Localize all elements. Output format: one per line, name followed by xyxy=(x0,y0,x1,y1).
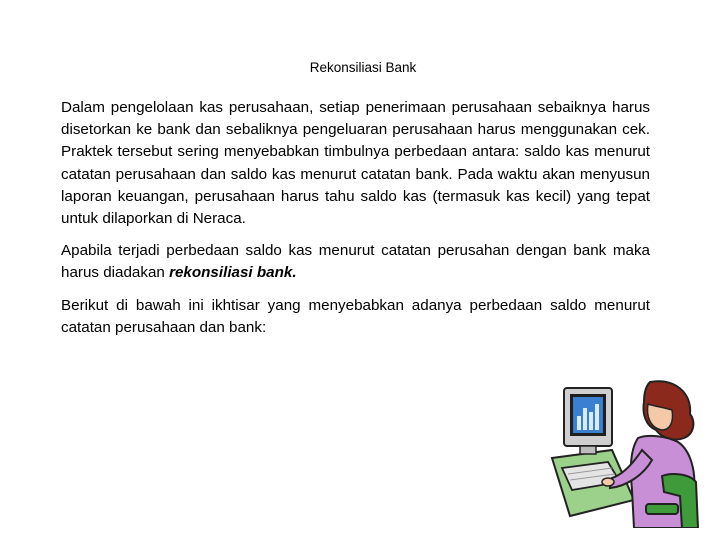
page-title: Rekonsiliasi Bank xyxy=(309,60,417,75)
paragraph-intro: Dalam pengelolaan kas perusahaan, setiap penerimaan perusahaan sebaiknya harus disetorkan ke bank dan sebaliknya pengeluaran perusahaan harus menggunakan cek. Praktek tersebut sering menyebabkan timbulnya perbedaan antara: saldo kas menurut catatan perusahaan dan saldo kas menurut catatan bank. Pada waktu akan menyusun laporan keuangan, perusahaan harus tahu saldo kas (termasuk kas kecil) yang tepat untuk dilaporkan di Neraca. xyxy=(61,99,650,228)
woman-at-computer-icon xyxy=(550,378,700,528)
body-text xyxy=(61,97,650,349)
paragraph-summary: Berikut di bawah ini ikhtisar yang menyebabkan adanya perbedaan saldo menurut catatan perusahaan dan bank: xyxy=(61,296,650,336)
paragraph-reconciliation-text: Apabila terjadi perbedaan saldo kas menurut catatan perusahan dengan bank maka harus diadakan xyxy=(61,242,650,282)
reconciliation-term: rekonsiliasi bank. xyxy=(169,264,297,282)
paragraph-reconciliation xyxy=(61,240,650,284)
